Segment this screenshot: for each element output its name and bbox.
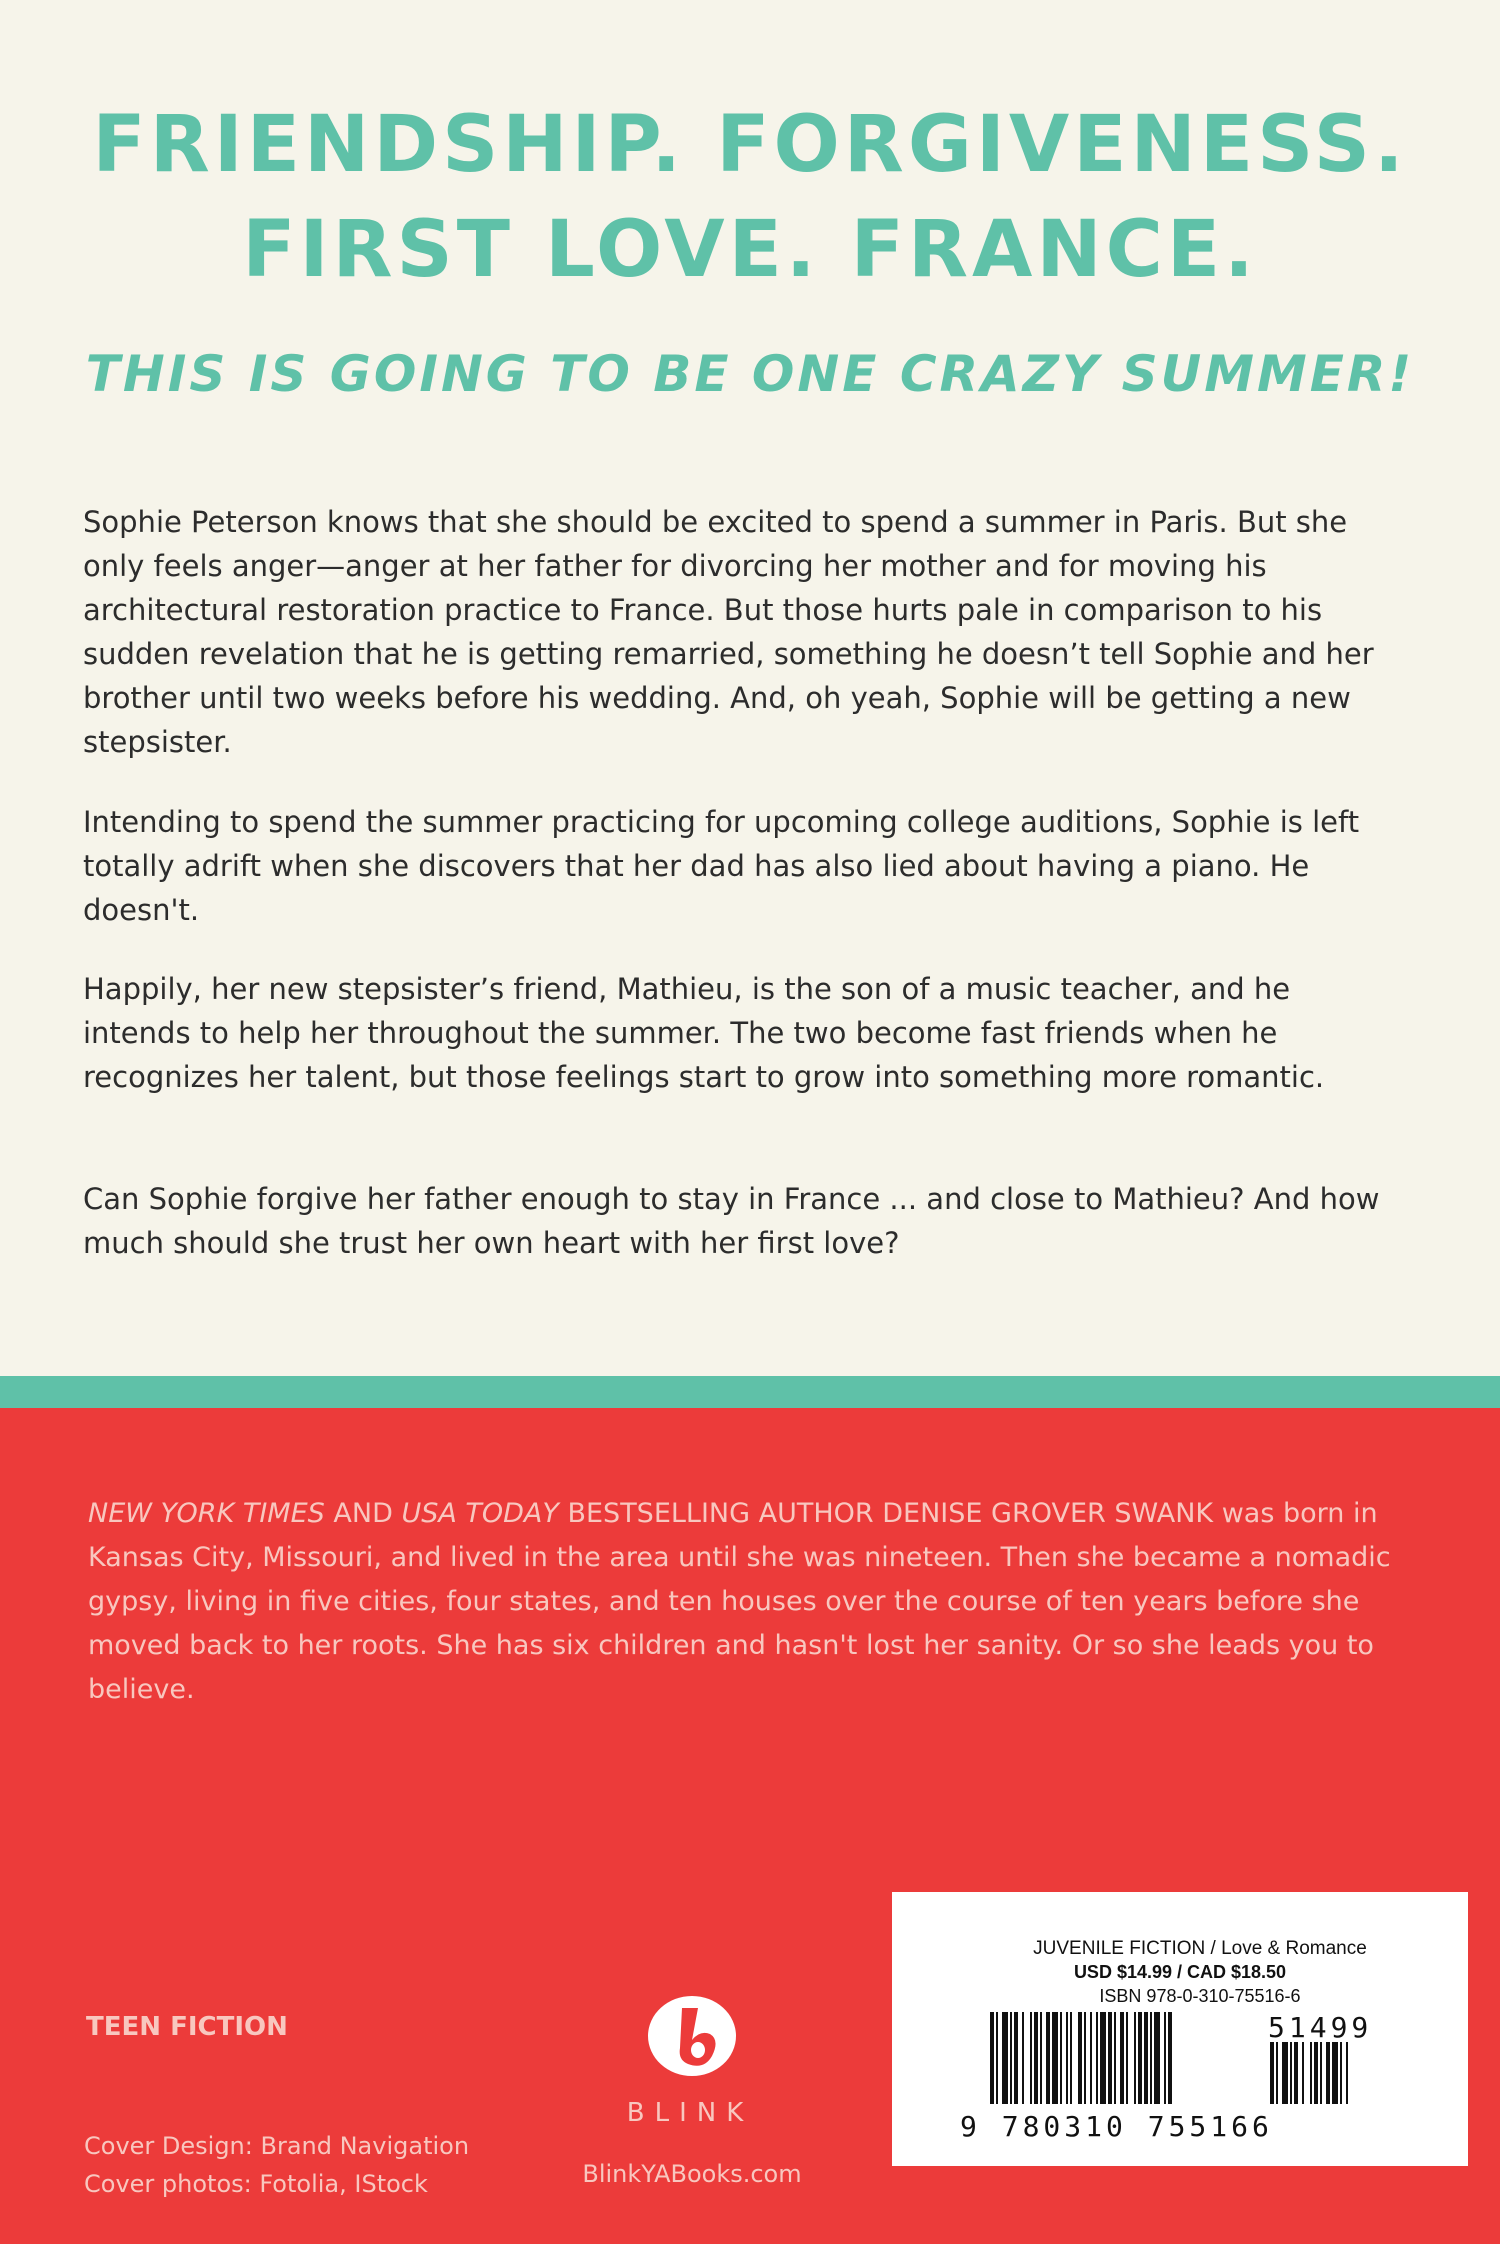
barcode-bar xyxy=(1126,2012,1128,2104)
barcode-bar xyxy=(1022,2012,1024,2104)
addon-bar xyxy=(1294,2042,1298,2104)
barcode-bar xyxy=(1134,2012,1136,2104)
barcode-bar xyxy=(1100,2012,1106,2104)
isbn: ISBN 978-0-310-75516-6 xyxy=(1099,1986,1301,2006)
barcode-bar xyxy=(1046,2012,1050,2104)
barcode-bar xyxy=(996,2012,998,2104)
blurb-paragraph-3: Happily, her new stepsister’s friend, Mathieu, is the son of a music teacher, and he intends to help her throughout the summer. The two become fast friends when he recognizes her talent, but those feelings start to grow into something more romantic. xyxy=(83,972,1325,1094)
blurb-paragraph-1: Sophie Peterson knows that she should be excited to spend a summer in Paris. But she only feels anger—anger at her father for divorcing her mother and for moving his architectural restoration practice to France. But those hurts pale in comparison to his sudden revelation that he is getting remarried, something he doesn’t tell Sophie and her brother until two weeks before his wedding. And, oh yeah, Sophie will be getting a new stepsister. xyxy=(83,505,1374,759)
barcode-bar xyxy=(1066,2012,1068,2104)
publisher-name: BLINK xyxy=(626,2098,754,2128)
barcode-bar xyxy=(1168,2012,1172,2104)
barcode-bar xyxy=(1138,2012,1142,2104)
barcode-bar xyxy=(1030,2012,1032,2104)
usa-today-title: USA TODAY xyxy=(401,1498,559,1529)
price: USD $14.99 / CAD $18.50 xyxy=(1073,1962,1287,1982)
barcode-bar xyxy=(1154,2012,1160,2104)
addon-bar xyxy=(1340,2042,1342,2104)
addon-bar xyxy=(1276,2042,1278,2104)
blurb-paragraph-2: Intending to spend the summer practicing for upcoming college auditions, Sophie is left totally adrift when she discovers that her dad has also lied about having a piano. He doesn't. xyxy=(83,805,1360,927)
addon-bar xyxy=(1270,2042,1274,2104)
barcode-bar xyxy=(1002,2012,1008,2104)
blurb-paragraph-4: Can Sophie forgive her father enough to stay in France ... and close to Mathieu? And how much should she trust her own heart with her first love? xyxy=(83,1182,1380,1260)
genre-label: TEEN FICTION xyxy=(86,2012,288,2042)
addon-bar xyxy=(1332,2042,1338,2104)
barcode-bar xyxy=(1150,2012,1152,2104)
barcode-bar xyxy=(1014,2012,1018,2104)
addon-bar xyxy=(1290,2042,1292,2104)
tagline: THIS IS GOING TO BE ONE CRAZY SUMMER! xyxy=(85,345,1415,403)
subject-category: JUVENILE FICTION / Love & Romance xyxy=(1033,1938,1367,1959)
barcode-bar xyxy=(1070,2012,1072,2104)
barcode-box xyxy=(892,1892,1468,2166)
publisher-website: BlinkYABooks.com xyxy=(582,2160,802,2188)
barcode-bar xyxy=(1078,2012,1082,2104)
nyt-title: NEW YORK TIMES xyxy=(88,1498,325,1529)
addon-bar xyxy=(1302,2042,1304,2104)
author-bio xyxy=(88,1492,1428,1712)
barcode-bar xyxy=(1084,2012,1086,2104)
addon-bar xyxy=(1346,2042,1348,2104)
barcode-bar xyxy=(1060,2012,1062,2104)
headline-line-1: FRIENDSHIP. FORGIVENESS. xyxy=(92,100,1408,190)
barcode-bar xyxy=(1114,2012,1116,2104)
barcode-bar xyxy=(1090,2012,1092,2104)
barcode-bar xyxy=(1120,2012,1124,2104)
cover-design-credit: Cover Design: Brand Navigation xyxy=(84,2132,470,2160)
barcode-bar xyxy=(1108,2012,1112,2104)
barcode-bar xyxy=(1010,2012,1012,2104)
bio-and: AND xyxy=(324,1498,402,1529)
ean-number: 9 780310 755166 xyxy=(960,2110,1273,2143)
price-addon-number: 51499 xyxy=(1268,2011,1373,2044)
barcode-bar xyxy=(1144,2012,1148,2104)
barcode-bar xyxy=(1164,2012,1166,2104)
bio-text: BESTSELLING AUTHOR DENISE GROVER SWANK was born in Kansas City, Missouri, and lived in the area until she was nineteen. Then she became a nomadic gypsy, living in five cities, four states, and ten houses over the course of ten years before she moved back to her roots. She has six children and hasn't lost her sanity. Or so she leads you to believe. xyxy=(88,1498,1391,1705)
addon-bar xyxy=(1320,2042,1322,2104)
addon-bar xyxy=(1326,2042,1330,2104)
addon-bar xyxy=(1310,2042,1312,2104)
headline-line-2: FIRST LOVE. FRANCE. xyxy=(242,205,1258,295)
barcode-bar xyxy=(1034,2012,1038,2104)
addon-bar xyxy=(1314,2042,1318,2104)
barcode-bar xyxy=(990,2012,994,2104)
barcode-bar xyxy=(1052,2012,1058,2104)
cover-photos-credit: Cover photos: Fotolia, IStock xyxy=(84,2170,428,2198)
addon-bar xyxy=(1282,2042,1288,2104)
barcode-bar xyxy=(1040,2012,1042,2104)
barcode-bar xyxy=(1096,2012,1098,2104)
